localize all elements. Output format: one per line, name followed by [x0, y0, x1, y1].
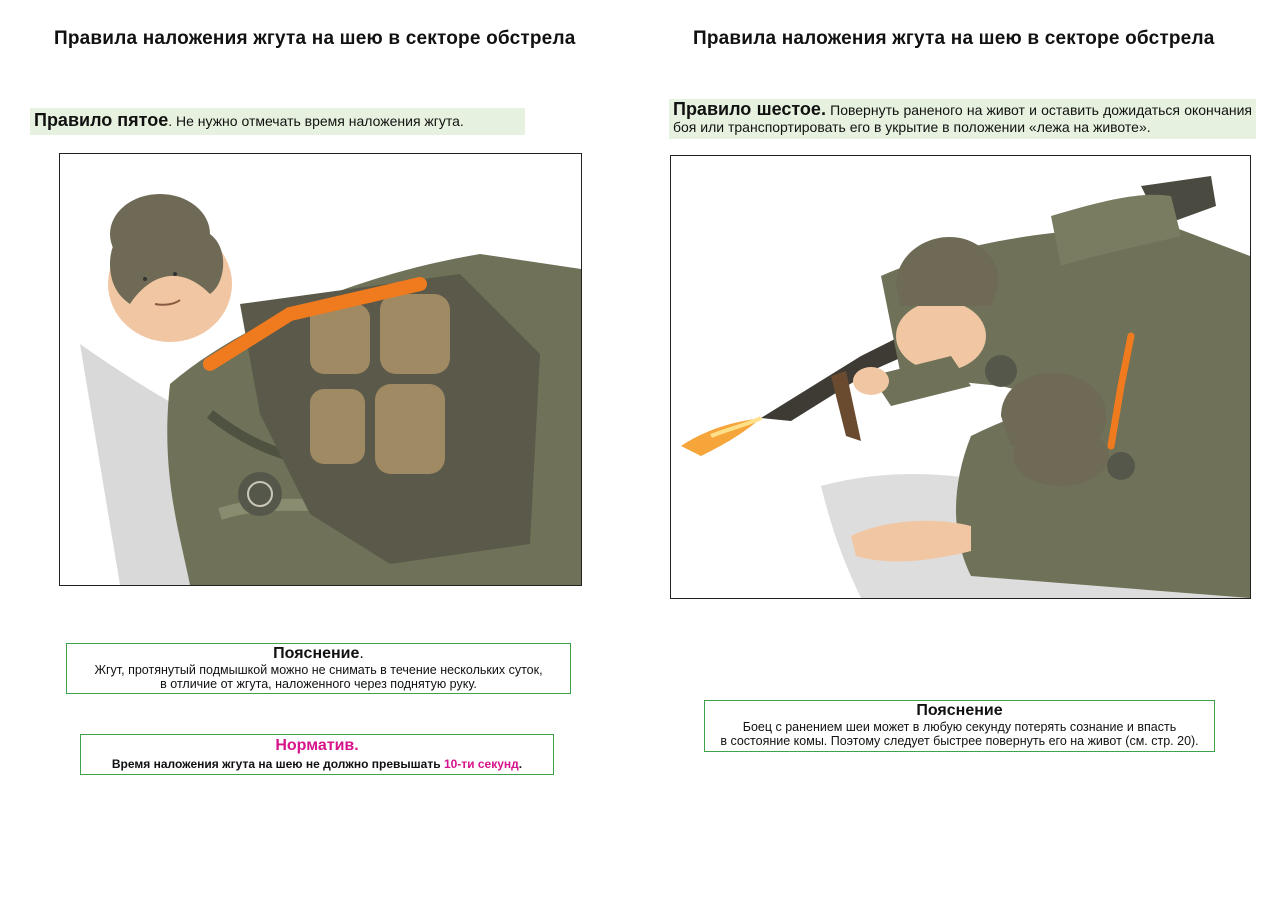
rule-five-text: . Не нужно отмечать время наложения жгута.	[168, 113, 464, 129]
rule-six-name: Правило шестое.	[673, 99, 826, 119]
explanation-line2-right: в состояние комы. Поэтому следует быстрее повернуть его на живот (см. стр. 20).	[720, 734, 1199, 748]
explanation-box-right	[704, 700, 1215, 752]
lying-soldier-drawing	[60, 154, 581, 585]
explanation-box-left	[66, 643, 571, 694]
page-title-left: Правила наложения жгута на шею в секторе обстрела	[54, 28, 576, 49]
illustration-prone-soldiers	[670, 155, 1251, 599]
explanation-line2-left: в отличие от жгута, наложенного через поднятую руку.	[160, 677, 477, 691]
rule-six-box	[669, 99, 1256, 139]
norm-box	[80, 734, 554, 775]
rule-five-box	[30, 108, 525, 135]
explanation-heading-right: Пояснение	[916, 702, 1003, 719]
norm-heading: Норматив.	[275, 737, 359, 754]
explanation-line1-right: Боец с ранением шеи может в любую секунду потерять сознание и впасть	[742, 720, 1177, 734]
rule-five-name: Правило пятое	[34, 110, 169, 130]
norm-text: Время наложения жгута на шею не должно превышать 10-ти секунд.	[111, 757, 523, 771]
explanation-line1-left: Жгут, протянутый подмышкой можно не снимать в течение нескольких суток,	[94, 663, 543, 677]
explanation-heading-left: Пояснение.	[273, 645, 364, 662]
rule-six-text: Повернуть раненого на живот и оставить дожидаться окончания боя или транспортировать его в укрытие в положении «лежа на животе».	[673, 102, 1253, 135]
prone-soldiers-drawing	[671, 156, 1250, 598]
illustration-lying-soldier	[59, 153, 582, 586]
page-title-right: Правила наложения жгута на шею в секторе обстрела	[693, 28, 1215, 49]
norm-time-highlight: 10-ти секунд	[443, 757, 519, 771]
